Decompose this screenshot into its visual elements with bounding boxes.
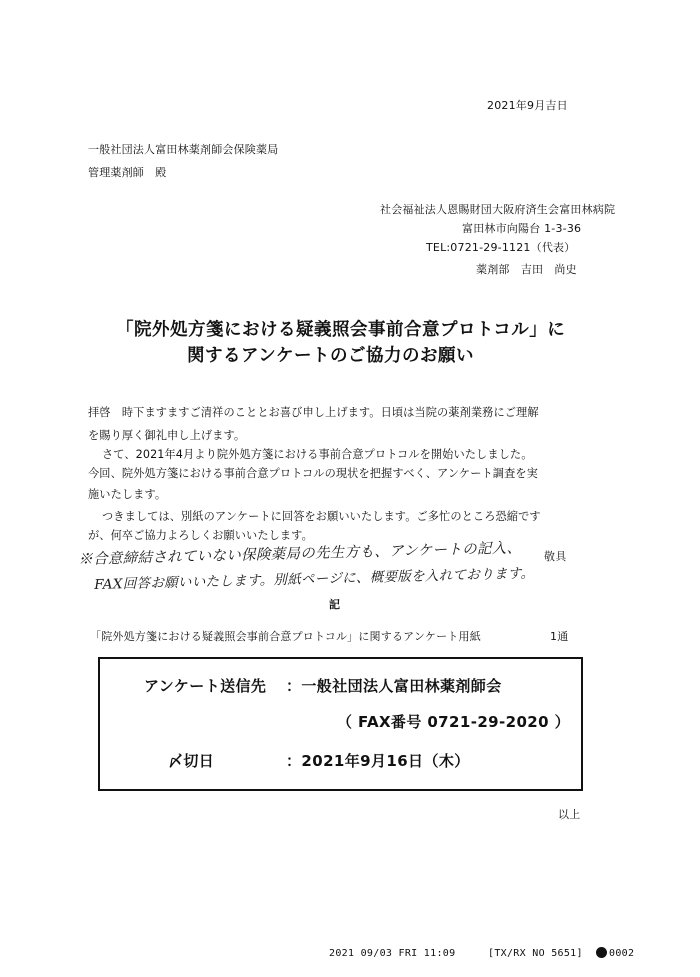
destination-value: ：一般社団法人富田林薬剤師会 [286, 677, 502, 695]
deadline-value: ：2021年9月16日（木） [286, 752, 470, 770]
body-p1-line2: を賜り厚く御礼申し上げます。 [88, 429, 246, 442]
title-line-2: 関するアンケートのご協力のお願い [187, 346, 474, 366]
recipient-title: 管理薬剤師 殿 [88, 166, 167, 179]
sender-tel: TEL:0721-29-1121（代表） [426, 241, 576, 254]
recipient-org: 一般社団法人富田林薬剤師会保険薬局 [88, 143, 279, 156]
ijou: 以上 [558, 808, 581, 821]
sender-org: 社会福祉法人恩賜財団大阪府済生会富田林病院 [380, 203, 616, 216]
fax-timestamp: 2021 09/03 FRI 11:09 [329, 948, 456, 959]
body-p3-line2: が、何卒ご協力よろしくお願いいたします。 [88, 529, 313, 542]
body-p3-line1: つきましては、別紙のアンケートに回答をお願いいたします。ご多忙のところ恐縮です [102, 510, 541, 523]
fax-txrx-number: [TX/RX NO 5651] [488, 948, 583, 959]
enclosure-item: 「院外処方箋における疑義照会事前合意プロトコル」に関するアンケート用紙 [90, 630, 481, 643]
body-p2-line2: 今回、院外処方箋における事前合意プロトコルの現状を把握すべく、アンケート調査を実 [88, 467, 538, 480]
document-date: 2021年9月吉日 [487, 99, 568, 112]
deadline-label: 〆切日 [168, 752, 215, 770]
fax-number: （ FAX番号 0721-29-2020 ） [337, 713, 570, 731]
fax-page [596, 947, 634, 959]
body-p1-line1: 拝啓 時下ますますご清祥のこととお喜び申し上げます。日頃は当院の薬剤業務にご理解 [88, 406, 539, 419]
title-line-1: 「院外処方箋における疑義照会事前合意プロトコル」に [116, 320, 566, 340]
closing-keigu: 敬具 [544, 550, 567, 563]
handwritten-note-line2: FAX回答お願いいたします。別紙ページに、概要版を入れております。 [94, 565, 535, 593]
ki-heading: 記 [329, 598, 341, 611]
destination-label: アンケート送信先 [144, 677, 267, 695]
enclosure-count: 1通 [550, 630, 569, 643]
fax-marker-icon [596, 947, 607, 958]
body-p2-line1: さて、2021年4月より院外処方箋における事前合意プロトコルを開始いたしました。 [102, 448, 533, 461]
body-p2-line3: 施いたします。 [88, 488, 167, 501]
sender-address: 富田林市向陽台 1-3-36 [462, 222, 582, 235]
fax-page-number: 0002 [609, 948, 635, 959]
handwritten-note-line1: ※合意締結されていない保険薬局の先生方も、アンケートの記入、 [78, 540, 522, 568]
sender-person: 薬剤部 吉田 尚史 [476, 263, 577, 276]
submission-box [98, 657, 583, 791]
